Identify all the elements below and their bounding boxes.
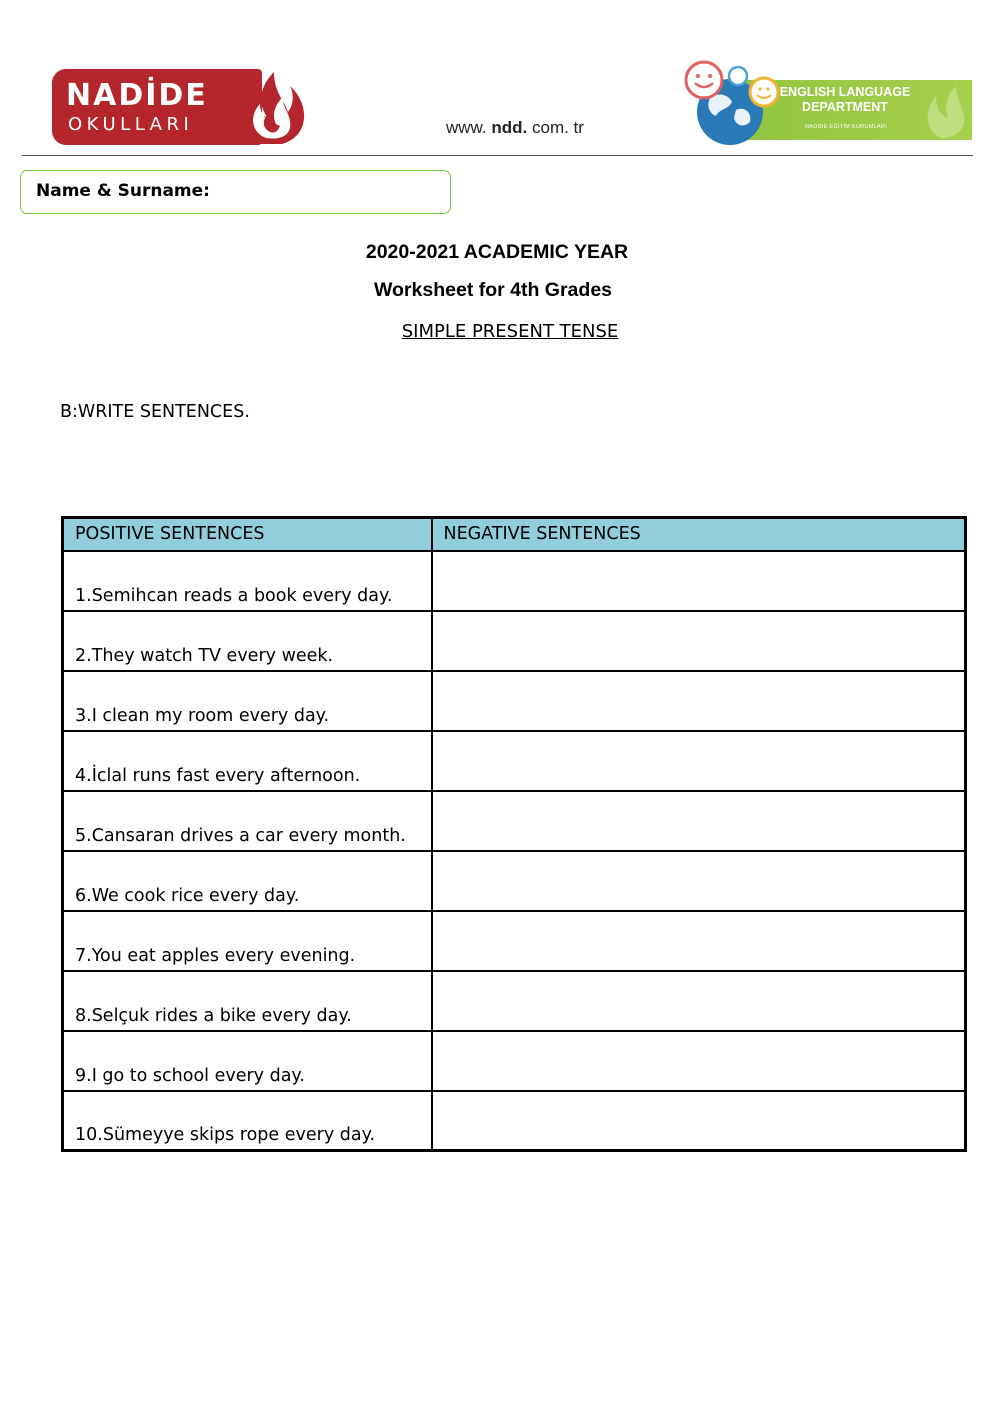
negative-sentence-answer-cell[interactable]: [432, 611, 966, 671]
positive-sentence-cell: 8.Selçuk rides a bike every day.: [63, 971, 432, 1031]
table-row: [63, 1031, 966, 1091]
logo-subtitle: OKULLARI: [68, 114, 194, 135]
positive-sentence-cell: 1.Semihcan reads a book every day.: [63, 551, 432, 611]
section-heading: B:WRITE SENTENCES.: [60, 402, 250, 422]
name-surname-field[interactable]: [20, 170, 451, 214]
topic-title: SIMPLE PRESENT TENSE: [401, 321, 619, 342]
positive-sentence-cell: 10.Sümeyye skips rope every day.: [63, 1091, 432, 1151]
department-logo: [680, 58, 976, 146]
positive-column-header: POSITIVE SENTENCES: [63, 518, 432, 551]
sentences-table: [61, 516, 967, 1152]
table-row: [63, 551, 966, 611]
negative-sentence-answer-cell[interactable]: [432, 791, 966, 851]
table-row: [63, 611, 966, 671]
table-row: [63, 971, 966, 1031]
positive-sentence-cell: 6.We cook rice every day.: [63, 851, 432, 911]
positive-sentence-cell: 4.İclal runs fast every afternoon.: [63, 731, 432, 791]
negative-sentence-answer-cell[interactable]: [432, 851, 966, 911]
logo-name: NADİDE: [66, 78, 208, 113]
school-logo: [52, 66, 314, 148]
table-header-row: [63, 518, 966, 551]
table-row: [63, 791, 966, 851]
positive-sentence-cell: 2.They watch TV every week.: [63, 611, 432, 671]
positive-sentence-cell: 7.You eat apples every evening.: [63, 911, 432, 971]
table-row: [63, 911, 966, 971]
negative-sentence-answer-cell[interactable]: [432, 731, 966, 791]
negative-sentence-answer-cell[interactable]: [432, 671, 966, 731]
negative-sentence-answer-cell[interactable]: [432, 971, 966, 1031]
positive-sentence-cell: 3.I clean my room every day.: [63, 671, 432, 731]
negative-sentence-answer-cell[interactable]: [432, 551, 966, 611]
negative-sentence-answer-cell[interactable]: [432, 911, 966, 971]
school-url: www. ndd. com. tr: [446, 118, 584, 137]
table-row: [63, 1091, 966, 1151]
name-surname-label: Name & Surname:: [36, 181, 210, 201]
department-name: ENGLISH LANGUAGE DEPARTMENT: [779, 85, 911, 114]
flame-icon: [228, 66, 314, 148]
header-divider: [22, 155, 973, 156]
positive-sentence-cell: 5.Cansaran drives a car every month.: [63, 791, 432, 851]
table-body: [63, 551, 966, 1151]
table-row: [63, 671, 966, 731]
negative-sentence-answer-cell[interactable]: [432, 1031, 966, 1091]
table-row: [63, 731, 966, 791]
academic-year-title: 2020-2021 ACADEMIC YEAR: [365, 241, 629, 263]
worksheet-title: Worksheet for 4th Grades: [373, 279, 613, 301]
negative-column-header: NEGATIVE SENTENCES: [432, 518, 966, 551]
table-row: [63, 851, 966, 911]
department-subtitle: NADİDE EĞİTİM KURUMLARI: [804, 124, 888, 130]
negative-sentence-answer-cell[interactable]: [432, 1091, 966, 1151]
positive-sentence-cell: 9.I go to school every day.: [63, 1031, 432, 1091]
